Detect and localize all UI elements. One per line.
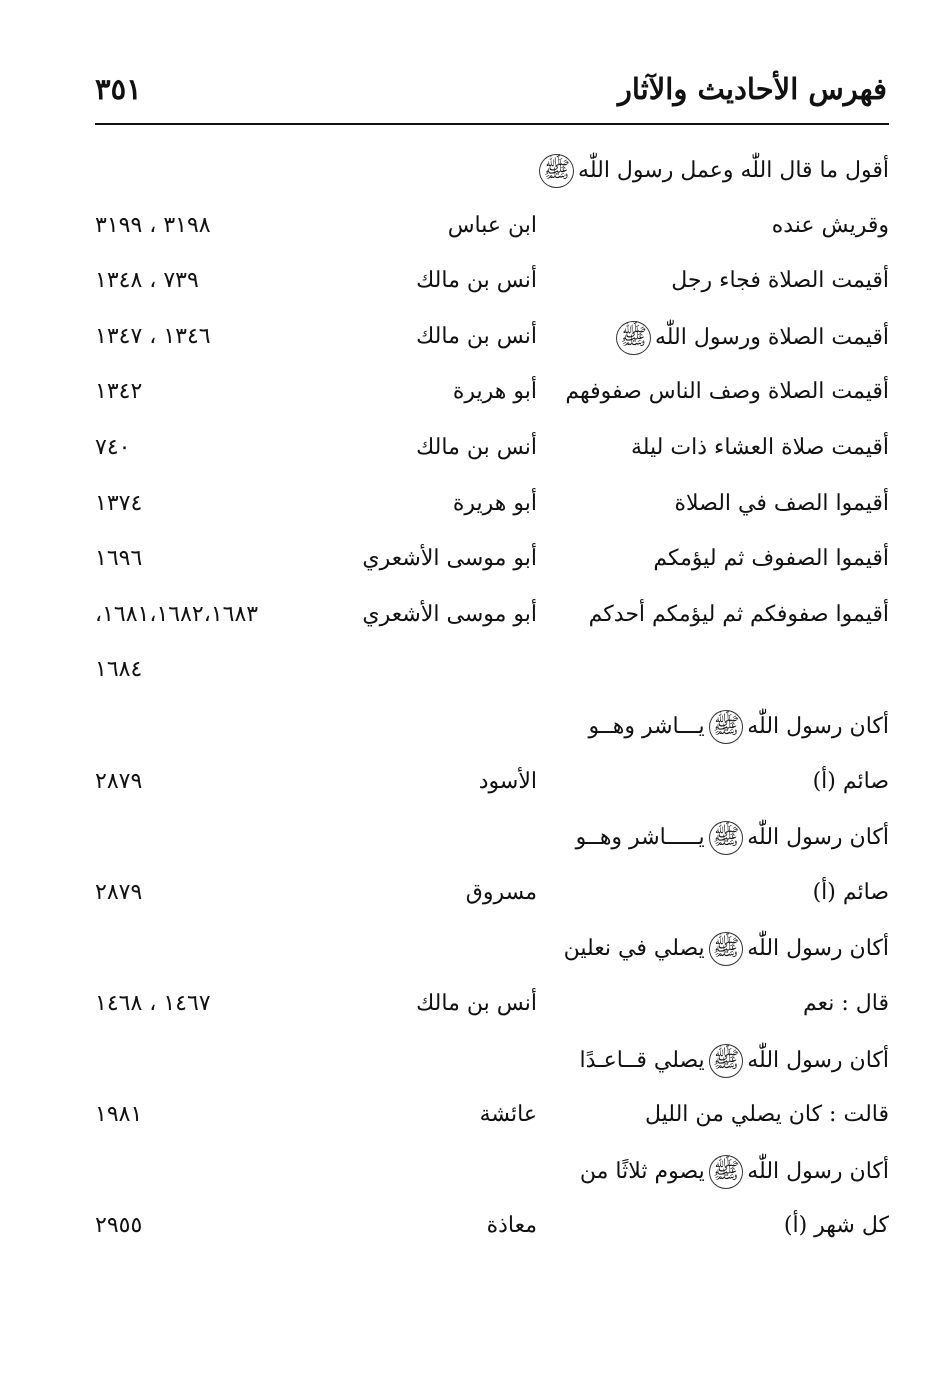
hadith-text-part: أقيمت صلاة العشاء ذات ليلة — [630, 434, 889, 460]
hadith-text-part: قال : نعم — [803, 990, 889, 1016]
hadith-index-list — [95, 142, 889, 1254]
index-row — [95, 809, 889, 865]
page-header — [95, 70, 887, 118]
narrator: ابن عباس — [447, 212, 537, 238]
narrator: أبو هريرة — [452, 490, 537, 516]
index-row — [95, 865, 889, 921]
hadith-text — [813, 877, 889, 909]
hadith-text-part: أقيموا الصفوف ثم ليؤمكم — [653, 546, 889, 572]
hadith-text — [580, 1044, 889, 1078]
honorific-icon: ﷺ — [709, 1044, 744, 1078]
reference-numbers: ٢٨٧٩ — [95, 879, 143, 905]
hadith-text — [535, 154, 889, 188]
hadith-text-part: قالت : كان يصلي من الليل — [645, 1102, 889, 1128]
index-row — [95, 754, 889, 810]
reference-numbers: ١٦٨١،١٦٨٢،١٦٨٣، — [95, 601, 259, 627]
hadith-text-part: صائم (أ) — [812, 879, 889, 905]
hadith-text — [772, 210, 889, 242]
index-row — [95, 364, 889, 420]
reference-numbers: ١٤٦٧ ، ١٤٦٨ — [95, 990, 211, 1016]
hadith-text — [653, 543, 889, 575]
header-divider — [95, 123, 889, 125]
narrator: أبو موسى الأشعري — [362, 601, 537, 627]
index-row — [95, 476, 889, 532]
hadith-text — [589, 599, 889, 631]
narrator: عائشة — [479, 1102, 537, 1128]
index-row — [95, 420, 889, 476]
reference-numbers: ١٦٩٦ — [95, 546, 143, 572]
hadith-text — [674, 488, 889, 520]
reference-numbers: ١٣٤٦ ، ١٣٤٧ — [95, 323, 211, 349]
hadith-text — [564, 932, 889, 966]
hadith-text-part: أقيموا صفوفكم ثم ليؤمكم أحدكم — [588, 601, 889, 627]
hadith-text-part: أكان رسول اللّٰه — [747, 1158, 889, 1184]
index-row — [95, 253, 889, 309]
reference-numbers: ١٣٧٤ — [95, 490, 143, 516]
index-row — [95, 698, 889, 754]
hadith-text-part: أكان رسول اللّٰه — [747, 1047, 889, 1073]
reference-numbers: ٣١٩٨ ، ٣١٩٩ — [95, 212, 211, 238]
honorific-icon: ﷺ — [539, 154, 574, 188]
hadith-text — [612, 321, 889, 355]
hadith-text — [813, 766, 889, 798]
index-row — [95, 920, 889, 976]
narrator: مسروق — [465, 879, 537, 905]
hadith-text-part: أقول ما قال اللّٰه وعمل رسول اللّٰه — [578, 158, 889, 183]
hadith-text-part: أكان رسول اللّٰه — [747, 713, 889, 739]
narrator: أنس بن مالك — [416, 990, 537, 1016]
honorific-icon: ﷺ — [709, 1155, 744, 1189]
reference-numbers: ٧٤٠ — [95, 434, 131, 460]
narrator: أبو هريرة — [452, 379, 537, 405]
hadith-text-part: أكان رسول اللّٰه — [747, 936, 889, 962]
hadith-text-continued: يـــــاشر وهــو — [575, 825, 705, 851]
index-row — [95, 642, 889, 698]
honorific-icon: ﷺ — [709, 932, 744, 966]
hadith-text-part: صائم (أ) — [812, 768, 889, 794]
index-row — [95, 1087, 889, 1143]
hadith-text — [784, 1210, 889, 1242]
hadith-text — [588, 710, 889, 744]
honorific-icon: ﷺ — [616, 321, 651, 355]
index-row — [95, 587, 889, 643]
index-row — [95, 1032, 889, 1088]
honorific-icon: ﷺ — [709, 710, 744, 744]
hadith-text-part: كل شهر (أ) — [783, 1213, 889, 1239]
hadith-text-continued: يـــاشر وهــو — [588, 713, 705, 739]
page-number: ٣٥١ — [95, 72, 142, 106]
honorific-icon: ﷺ — [709, 821, 744, 855]
index-row — [95, 198, 889, 254]
hadith-text-part: أقيمت الصلاة وصف الناس صفوفهم — [565, 379, 889, 405]
index-row — [95, 309, 889, 365]
hadith-text-continued: يصوم ثلاثًا من — [579, 1158, 705, 1184]
narrator: أنس بن مالك — [416, 268, 537, 294]
hadith-text-part: أقيمت الصلاة فجاء رجل — [671, 268, 889, 294]
reference-numbers: ٧٣٩ ، ١٣٤٨ — [95, 268, 199, 294]
narrator: معاذة — [486, 1213, 537, 1239]
reference-numbers: ١٩٨١ — [95, 1102, 143, 1128]
hadith-text-part: وقريش عنده — [771, 212, 889, 238]
reference-numbers: ١٣٤٢ — [95, 379, 143, 405]
narrator: أبو موسى الأشعري — [362, 546, 537, 572]
hadith-text — [576, 821, 889, 855]
reference-numbers: ١٦٨٤ — [95, 657, 143, 683]
hadith-text-part: أقيموا الصف في الصلاة — [674, 490, 889, 516]
hadith-text-part: أكان رسول اللّٰه — [747, 825, 889, 851]
hadith-text — [565, 376, 889, 408]
reference-numbers: ٢٩٥٥ — [95, 1213, 143, 1239]
index-row — [95, 531, 889, 587]
reference-numbers: ٢٨٧٩ — [95, 768, 143, 794]
hadith-text-part: أقيمت الصلاة ورسول اللّٰه — [654, 324, 889, 350]
narrator: أنس بن مالك — [416, 323, 537, 349]
index-row — [95, 976, 889, 1032]
hadith-text-continued: يصلي قــاعـدًا — [579, 1047, 705, 1073]
index-row — [95, 1143, 889, 1199]
page-title: فهرس الأحاديث والآثار — [617, 72, 887, 106]
index-row — [95, 1198, 889, 1254]
hadith-text — [631, 432, 889, 464]
index-row — [95, 142, 889, 198]
hadith-text — [671, 265, 889, 297]
hadith-text — [580, 1155, 889, 1189]
hadith-text-continued: يصلي في نعلين — [563, 936, 705, 962]
hadith-text — [645, 1099, 889, 1131]
narrator: أنس بن مالك — [416, 434, 537, 460]
hadith-text — [803, 988, 889, 1020]
narrator: الأسود — [478, 768, 537, 794]
